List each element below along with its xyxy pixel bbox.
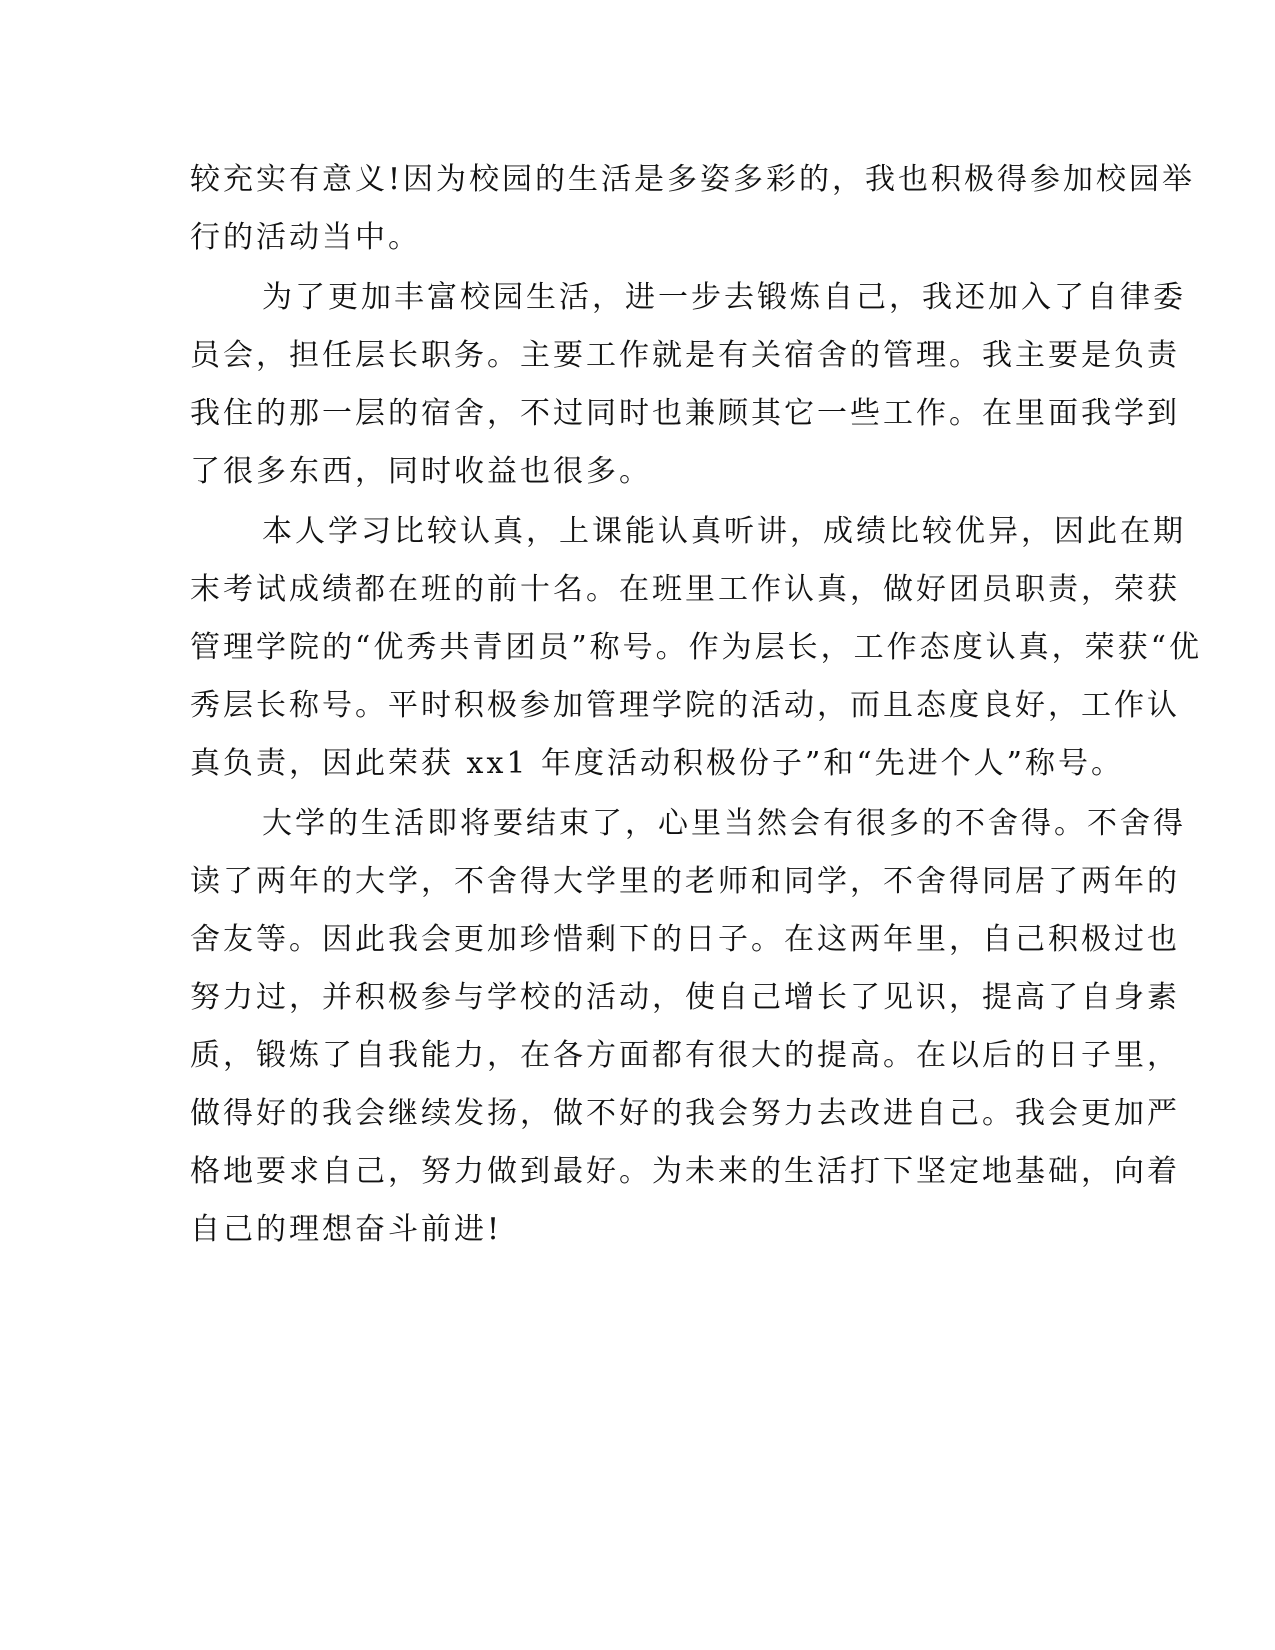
paragraph-first-line: 本人学习比较认真，上课能认真听讲，成绩比较优异，因此在期 xyxy=(262,514,1186,549)
text-line: 努力过，并积极参与学校的活动，使自己增长了见识，提高了自身素 xyxy=(190,980,1180,1015)
text-line: 自己的理想奋斗前进! xyxy=(190,1212,503,1247)
text-line: 末考试成绩都在班的前十名。在班里工作认真，做好团员职责，荣获 xyxy=(190,572,1180,607)
text-line: 员会，担任层长职务。主要工作就是有关宿舍的管理。我主要是负责 xyxy=(190,338,1180,373)
text-line: 秀层长称号。平时积极参加管理学院的活动，而且态度良好，工作认 xyxy=(190,688,1180,723)
paragraph-first-line: 为了更加丰富校园生活，进一步去锻炼自己，我还加入了自律委 xyxy=(262,280,1186,315)
paragraph-first-line: 大学的生活即将要结束了，心里当然会有很多的不舍得。不舍得 xyxy=(262,806,1186,841)
text-line: 我住的那一层的宿舍，不过同时也兼顾其它一些工作。在里面我学到 xyxy=(190,396,1180,431)
text-line: 质，锻炼了自我能力，在各方面都有很大的提高。在以后的日子里， xyxy=(190,1038,1180,1073)
text-line: 行的活动当中。 xyxy=(190,220,421,255)
text-line: 舍友等。因此我会更加珍惜剩下的日子。在这两年里，自己积极过也 xyxy=(190,922,1180,957)
text-line: 较充实有意义!因为校园的生活是多姿多彩的，我也积极得参加校园举 xyxy=(190,162,1196,197)
text-line: 读了两年的大学，不舍得大学里的老师和同学，不舍得同居了两年的 xyxy=(190,864,1180,899)
text-line: 了很多东西，同时收益也很多。 xyxy=(190,454,652,489)
text-line: 格地要求自己，努力做到最好。为未来的生活打下坚定地基础，向着 xyxy=(190,1154,1180,1189)
text-line: 做得好的我会继续发扬，做不好的我会努力去改进自己。我会更加严 xyxy=(190,1096,1180,1131)
text-line: 真负责，因此荣获 xx1 年度活动积极份子”和“先进个人”称号。 xyxy=(190,746,1125,781)
text-line: 管理学院的“优秀共青团员”称号。作为层长，工作态度认真，荣获“优 xyxy=(190,630,1203,665)
